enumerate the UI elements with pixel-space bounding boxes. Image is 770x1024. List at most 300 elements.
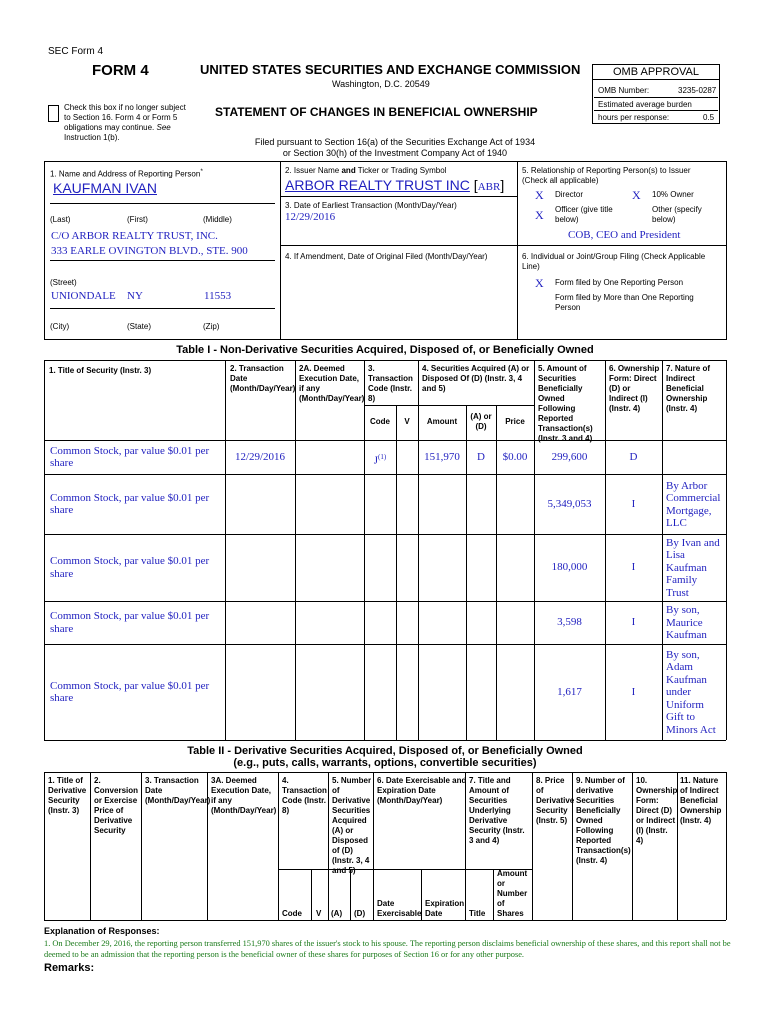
t2-h10-line: 10.	[636, 776, 648, 785]
right-border	[726, 161, 727, 340]
t2-h5-line: Securities	[332, 806, 371, 815]
city-underline	[50, 308, 275, 309]
t1-h5-line: Beneficially	[538, 384, 583, 393]
t2-h9-line: (Instr. 4)	[576, 856, 608, 865]
t2-h11-line: 11. Nature	[680, 776, 719, 785]
table2-col-line	[311, 869, 312, 920]
t1-h2a-line: if any	[299, 384, 320, 393]
t2-h6-line: Expiration Date	[377, 786, 436, 795]
t2-h3-line: 3. Transaction	[145, 776, 199, 785]
table1-col-line	[225, 360, 226, 740]
t2-sub-amt-line: of	[497, 899, 505, 908]
security-title	[50, 445, 209, 470]
ticker-bracket: [	[473, 177, 478, 193]
officer-label-line: below)	[555, 215, 579, 224]
t1-h6-line: (D) or	[609, 384, 631, 393]
address-line-1: C/O ARBOR REALTY TRUST, INC.	[51, 230, 218, 242]
table2-col-line	[493, 869, 494, 920]
t1-sub-ad	[466, 412, 496, 432]
t2-sub-de-line: Exercisable	[377, 909, 422, 918]
table2-title-line: Table II - Derivative Securities Acquired, Disposed of, or Beneficially Owned	[187, 745, 583, 757]
checkbox-text-line	[64, 123, 204, 133]
reporting-person-name[interactable]: KAUFMAN IVAN	[53, 180, 157, 196]
table2-title	[44, 745, 726, 769]
table2-col-line	[632, 772, 633, 920]
ten-percent-owner-mark[interactable]: X	[632, 188, 641, 202]
nature-line: Uniform	[666, 698, 704, 711]
checkbox-text-line: Instruction 1(b).	[64, 133, 120, 142]
filed-line: Filed pursuant to Section 16(a) of the Securities Exchange Act of 1934	[254, 137, 536, 147]
t2-h5-line: of (D)	[332, 846, 353, 855]
t2-h11-line: Ownership	[680, 806, 722, 815]
street-underline	[50, 260, 275, 261]
box2-label-and: and	[341, 166, 356, 175]
director-label: Director	[555, 190, 584, 199]
t1-h3	[368, 364, 413, 404]
t2-h5-line: Acquired	[332, 816, 367, 825]
security-title-line: Common Stock, par value $0.01 per	[50, 491, 210, 504]
table2-col-line	[141, 772, 142, 920]
t2-sub-title: Title	[469, 909, 486, 918]
box5-label-line: (Check all applicable)	[522, 176, 599, 185]
t2-h4-line: 4.	[282, 776, 289, 785]
issuer-name-link[interactable]: ARBOR REALTY TRUST INC	[285, 177, 470, 193]
amount-owned: 3,598	[557, 616, 582, 628]
security-title-line: Common Stock, par value $0.01 per	[50, 444, 210, 457]
t2-sub-amt-line: Amount	[497, 869, 528, 878]
box2-label-b: Ticker or Trading Symbol	[357, 166, 447, 175]
t2-h10-line: 4)	[636, 836, 644, 845]
city-label: (City)	[50, 322, 70, 331]
t2-h7-line: Securities	[469, 796, 508, 805]
t2-h9-line: derivative	[576, 786, 614, 795]
nature-line: Trust	[666, 586, 689, 599]
table2-col-line	[328, 772, 329, 920]
filed-line: or Section 30(h) of the Investment Company Act of 1940	[282, 148, 508, 158]
t2-h3-line: Date	[145, 786, 163, 795]
first-label: (First)	[127, 215, 148, 224]
issuer-line	[285, 177, 504, 193]
t2-h2	[94, 776, 138, 836]
omb-divider	[594, 110, 718, 111]
security-title-line: share	[50, 504, 74, 516]
other-label-line: below)	[652, 215, 676, 224]
t2-h4	[282, 776, 327, 816]
t2-sub-amt-line: Shares	[497, 909, 524, 918]
t2-h5-line: (A) or	[332, 826, 354, 835]
nature-of-ownership	[666, 604, 707, 642]
nature-line: LLC	[666, 517, 687, 529]
checkbox-text-see: See	[156, 123, 171, 132]
street-label: (Street)	[50, 278, 77, 287]
transaction-code	[364, 451, 396, 467]
zip-label: (Zip)	[203, 322, 220, 331]
t2-h11-line: of Indirect	[680, 786, 719, 795]
t1-h6-line: 6. Ownership	[609, 364, 660, 373]
last-label: (Last)	[50, 215, 71, 224]
nature-line: Kaufman	[666, 673, 707, 686]
table1-row-line	[44, 474, 726, 475]
t2-sub-code: Code	[282, 909, 302, 918]
t2-h10	[636, 776, 677, 846]
table1-col-line	[662, 360, 663, 740]
t1-h6-line: (Instr. 4)	[609, 404, 641, 413]
no-longer-subject-checkbox[interactable]	[48, 105, 59, 122]
box6-label-line: 6. Individual or Joint/Group Filing (Check Applicable	[522, 252, 706, 261]
t2-h7-line: Security (Instr.	[469, 826, 525, 835]
omb-number: 3235-0287	[678, 86, 717, 95]
t1-h4	[422, 364, 529, 394]
t2-h1-line: Derivative	[48, 786, 87, 795]
omb-number-label: OMB Number:	[598, 86, 650, 95]
t2-h6	[377, 776, 466, 806]
divider-3-4	[280, 245, 726, 246]
state-label: (State)	[127, 322, 152, 331]
table1-bottom	[44, 740, 726, 741]
nature-line: By son,	[666, 604, 700, 617]
t2-h7-line: Amount of	[469, 786, 509, 795]
commission-title: UNITED STATES SECURITIES AND EXCHANGE COMMISSION	[200, 62, 581, 77]
t2-h8	[536, 776, 574, 826]
t1-h2a-line: (Month/Day/Year)	[299, 394, 365, 403]
more-person-line: Person	[555, 303, 581, 312]
t2-h1-line: Security	[48, 796, 80, 805]
director-mark[interactable]: X	[535, 188, 544, 202]
explanation-line: deemed to be an admission that the reporting person is the beneficial owner of these shares for purposes of Section 16 or for any other purpose.	[44, 950, 525, 959]
amount-owned: 299,600	[551, 450, 588, 463]
t2-sub-a: (A)	[331, 909, 343, 918]
table2-col-line	[726, 772, 727, 920]
omb-approval-title: OMB APPROVAL	[592, 64, 720, 80]
remarks-title: Remarks:	[44, 962, 95, 974]
table2-col-line	[373, 772, 374, 920]
hours-value: 0.5	[703, 113, 715, 122]
top-border	[44, 161, 726, 162]
box3-label: 3. Date of Earliest Transaction (Month/Day/Year)	[285, 201, 457, 210]
transaction-price: $0.00	[502, 450, 528, 463]
table1-col-line	[295, 360, 296, 740]
table1-header-bottom	[44, 440, 726, 441]
ticker-bracket: ]	[500, 177, 505, 193]
t2-h1	[48, 776, 86, 816]
t1-h4-line: Disposed Of (D) (Instr. 3, 4	[422, 374, 523, 383]
middle-label: (Middle)	[203, 215, 232, 224]
t2-h1-line: (Instr. 3)	[48, 806, 80, 815]
t2-h3a-line: 3A. Deemed	[211, 776, 257, 785]
t1-h7-line: Indirect	[666, 374, 695, 383]
t2-h6-line: 6. Date Exercisable and	[377, 776, 467, 785]
t1-h1: 1. Title of Security (Instr. 3)	[49, 366, 152, 375]
t2-h2-line: Derivative	[94, 816, 133, 825]
t2-h3a	[211, 776, 276, 816]
security-title	[50, 610, 209, 635]
t2-h9	[576, 776, 631, 866]
t1-h5-line: Transaction(s)	[538, 424, 593, 433]
t1-h3-line: 8)	[368, 394, 376, 403]
t2-h9-line: Following	[576, 826, 614, 835]
table1-top	[44, 360, 726, 361]
burden-label: Estimated average burden	[598, 100, 692, 109]
t2-h9-line: Beneficially	[576, 806, 621, 815]
table1-row-line	[44, 601, 726, 602]
ten-percent-owner-label: 10% Owner	[652, 190, 694, 199]
table1-col-line	[534, 360, 535, 740]
section-bottom-border	[44, 339, 726, 340]
t2-h7-line: Derivative	[469, 816, 508, 825]
t2-h11-line: (Instr. 4)	[680, 816, 712, 825]
t2-h11-line: Beneficial	[680, 796, 718, 805]
t2-h11	[680, 776, 721, 826]
nature-line: By Arbor	[666, 479, 708, 492]
statement-title: STATEMENT OF CHANGES IN BENEFICIAL OWNERSHIP	[215, 105, 538, 119]
t2-h3a-line: (Month/Day/Year)	[211, 806, 277, 815]
nature-line: By son,	[666, 648, 700, 661]
checkbox-text-line: to Section 16. Form 4 or Form 5	[64, 113, 178, 122]
t2-h9-line: 9. Number of	[576, 776, 625, 785]
checkbox-text-line: Check this box if no longer subject	[64, 103, 186, 112]
divider-1-2	[280, 161, 281, 339]
table1-row-line	[44, 534, 726, 535]
security-title-line: Common Stock, par value $0.01 per	[50, 555, 210, 567]
t1-sub-ad-line: (D)	[475, 422, 487, 431]
t1-h6	[609, 364, 659, 414]
transaction-date: 12/29/2016	[234, 450, 286, 463]
t2-sub-amount	[497, 869, 527, 919]
box2-label	[285, 166, 446, 176]
t1-h7-line: 7. Nature of	[666, 364, 711, 373]
filed-pursuant	[200, 137, 590, 159]
nature-line: Maurice	[666, 616, 703, 629]
table2-col-line	[532, 772, 533, 920]
t2-h8-line: (Instr. 5)	[536, 816, 568, 825]
t2-sub-de-line: Date	[377, 899, 395, 908]
t1-sub-amount: Amount	[426, 417, 458, 426]
t2-h3a-line: Execution Date,	[211, 786, 272, 795]
address-line-2: 333 EARLE OVINGTON BLVD., STE. 900	[51, 245, 248, 257]
nature-line: Minors Act	[666, 723, 716, 736]
t2-h3	[145, 776, 210, 806]
table1-col-line	[605, 360, 606, 740]
t1-h2-line: (Month/Day/Year)	[230, 384, 296, 393]
hours-label: hours per response:	[598, 113, 670, 122]
box6-label	[522, 252, 705, 272]
table2-col-line	[44, 772, 45, 920]
box5-label-line: 5. Relationship of Reporting Person(s) to Issuer	[522, 166, 691, 175]
t1-h7	[666, 364, 710, 414]
nature-line: Mortgage,	[666, 504, 712, 517]
security-title	[50, 555, 209, 580]
officer-label-line: Officer (give title	[555, 205, 613, 214]
t1-h7-line: (Instr. 4)	[666, 404, 698, 413]
ownership-form: I	[631, 616, 636, 628]
t1-h5	[538, 364, 593, 444]
t1-h7-line: Ownership	[666, 394, 708, 403]
transaction-amount: 151,970	[424, 450, 460, 463]
t2-sub-v: V	[316, 909, 322, 918]
box1-star: *	[200, 168, 203, 175]
box1-label	[50, 167, 203, 180]
t2-h3-line: (Month/Day/Year)	[145, 796, 211, 805]
t1-h5-line: Following	[538, 404, 576, 413]
amount-owned: 180,000	[551, 561, 588, 573]
t2-h9-line: Transaction(s)	[576, 846, 631, 855]
t2-h5-line: (Instr. 3, 4	[332, 856, 370, 865]
t2-h2-line: Conversion	[94, 786, 139, 795]
t1-h5-line: Reported	[538, 414, 574, 423]
t2-h7-line: Underlying	[469, 806, 511, 815]
t2-h5-line: and 5)	[332, 866, 356, 875]
t2-h5-line: of	[332, 786, 340, 795]
nature-line: Adam	[666, 661, 693, 674]
table1-row-line	[44, 644, 726, 645]
t1-h5-line: Owned	[538, 394, 565, 403]
t2-h7	[469, 776, 525, 846]
t1-h6-line: Indirect (I)	[609, 394, 648, 403]
t1-sub-v: V	[404, 417, 410, 426]
checkbox-text-part: obligations may continue.	[64, 123, 155, 132]
t2-h10-line: Ownership	[636, 786, 678, 795]
t2-h2-line: Security	[94, 826, 126, 835]
explanation-line: 1. On December 29, 2016, the reporting person transferred 151,970 shares of the issuer's stock to his spouse. The reporting person disclaims beneficial ownership of these shares, and this report shall not be	[44, 939, 731, 948]
t2-h7-line: 3 and 4)	[469, 836, 500, 845]
acquired-disposed: D	[477, 450, 485, 463]
table1-col-line	[396, 405, 397, 740]
ownership-form: I	[631, 685, 636, 698]
t2-sub-amt-line: or	[497, 879, 505, 888]
security-title-line: share	[50, 457, 74, 469]
security-title	[50, 492, 209, 517]
nature-line: under	[666, 686, 692, 699]
t2-h4-line: 8)	[282, 806, 290, 815]
footnote-ref[interactable]: (1)	[378, 452, 387, 461]
security-title-line: share	[50, 692, 74, 704]
t2-h9-line: Securities	[576, 796, 615, 805]
officer-mark[interactable]: X	[535, 208, 544, 222]
nature-line: Family	[666, 574, 698, 587]
nature-of-ownership	[666, 649, 716, 737]
t1-h3-line: Transaction	[368, 374, 413, 383]
t2-h5-line: Derivative	[332, 796, 371, 805]
commission-location: Washington, D.C. 20549	[332, 79, 430, 89]
box6-label-line: Line)	[522, 262, 540, 271]
t2-h5-line: 5. Number	[332, 776, 372, 785]
omb-divider	[594, 97, 718, 98]
officer-label	[555, 205, 613, 225]
left-border	[44, 161, 45, 340]
table2-col-line	[350, 869, 351, 920]
nature-line: Commercial	[666, 492, 721, 504]
t1-h2	[230, 364, 295, 394]
t2-h10-line: Form:	[636, 796, 659, 805]
sec-form-label: SEC Form 4	[48, 46, 104, 57]
state-value: NY	[127, 290, 143, 302]
t2-h8-line: Security	[536, 806, 568, 815]
nature-line: Kaufman	[666, 629, 707, 642]
t2-h1-line: 1. Title of	[48, 776, 83, 785]
t2-sub-expiration	[425, 899, 464, 919]
t1-h4-line: and 5)	[422, 384, 446, 393]
table2-col-line	[278, 772, 279, 920]
t1-h3-line: Code (Instr.	[368, 384, 413, 393]
t1-h3-line: 3.	[368, 364, 375, 373]
t2-h10-line: or Indirect	[636, 816, 676, 825]
t2-h8-line: Derivative	[536, 796, 575, 805]
t2-h10-line: (I) (Instr.	[636, 826, 668, 835]
box2-label-a: 2. Issuer Name	[285, 166, 340, 175]
t2-h2-line: or Exercise	[94, 796, 138, 805]
explanation-title: Explanation of Responses:	[44, 926, 160, 936]
security-title-line: Common Stock, par value $0.01 per	[50, 610, 210, 622]
other-label	[652, 205, 702, 225]
t2-h8-line: 8. Price	[536, 776, 565, 785]
nature-line: Kaufman	[666, 561, 707, 574]
t2-h7-line: 7. Title and	[469, 776, 511, 785]
ownership-form: I	[631, 561, 636, 573]
ownership-form: D	[629, 450, 638, 463]
officer-title: COB, CEO and President	[568, 229, 681, 241]
form-title: FORM 4	[92, 62, 149, 79]
table2-col-line	[90, 772, 91, 920]
t1-sub-ad-line: (A) or	[470, 412, 492, 421]
t1-h2a-line: 2A. Deemed	[299, 364, 345, 373]
t2-h5	[332, 776, 371, 876]
checkbox-instructions	[64, 103, 204, 143]
table1-col-line	[726, 360, 727, 740]
one-person-label: Form filed by One Reporting Person	[555, 278, 684, 287]
t2-h5-line: Disposed	[332, 836, 369, 845]
table2-top	[44, 772, 726, 773]
t2-h3a-line: if any	[211, 796, 232, 805]
t2-h2-line: 2.	[94, 776, 101, 785]
box1-label-text: 1. Name and Address of Reporting Person	[50, 169, 201, 179]
t1-h4-line: 4. Securities Acquired (A) or	[422, 364, 530, 373]
t2-h6-line: (Month/Day/Year)	[377, 796, 443, 805]
amount-owned: 5,349,053	[547, 497, 592, 510]
t2-h2-line: Price of	[94, 806, 124, 815]
nature-of-ownership	[666, 537, 720, 600]
nature-of-ownership	[666, 480, 720, 530]
t1-h5-line: (Instr. 3 and 4)	[538, 434, 593, 443]
divider-2-5	[517, 161, 518, 339]
t2-h8-line: of	[536, 786, 544, 795]
security-title-line: Common Stock, par value $0.01 per	[50, 679, 210, 692]
t1-sub-code: Code	[370, 417, 390, 426]
t2-sub-date-exercisable	[377, 899, 421, 919]
other-label-line: Other (specify	[652, 205, 702, 214]
t1-h5-line: 5. Amount of	[538, 364, 587, 373]
explanation-text	[44, 938, 731, 960]
t1-h5-line: Securities	[538, 374, 577, 383]
box4-label: 4. If Amendment, Date of Original Filed (Month/Day/Year)	[285, 252, 488, 261]
t1-h6-line: Form: Direct	[609, 374, 657, 383]
t2-h4-line: Code (Instr.	[282, 796, 327, 805]
ownership-form: I	[631, 497, 636, 510]
table2-bottom	[44, 920, 726, 921]
security-title-line: share	[50, 622, 74, 635]
table1-title: Table I - Non-Derivative Securities Acquired, Disposed of, or Beneficially Owned	[176, 344, 594, 356]
table1-col-line	[44, 360, 45, 740]
t1-h7-line: Beneficial	[666, 384, 704, 393]
more-person-label	[555, 293, 694, 313]
box5-label	[522, 166, 691, 186]
nature-line: By Ivan and	[666, 536, 720, 549]
nature-line: Gift to	[666, 711, 696, 724]
one-person-mark[interactable]: X	[535, 276, 544, 290]
t2-sub-exp-line: Date	[425, 909, 443, 918]
name-underline	[50, 203, 275, 204]
code-letter: J	[373, 454, 379, 467]
t2-h9-line: Owned	[576, 816, 603, 825]
